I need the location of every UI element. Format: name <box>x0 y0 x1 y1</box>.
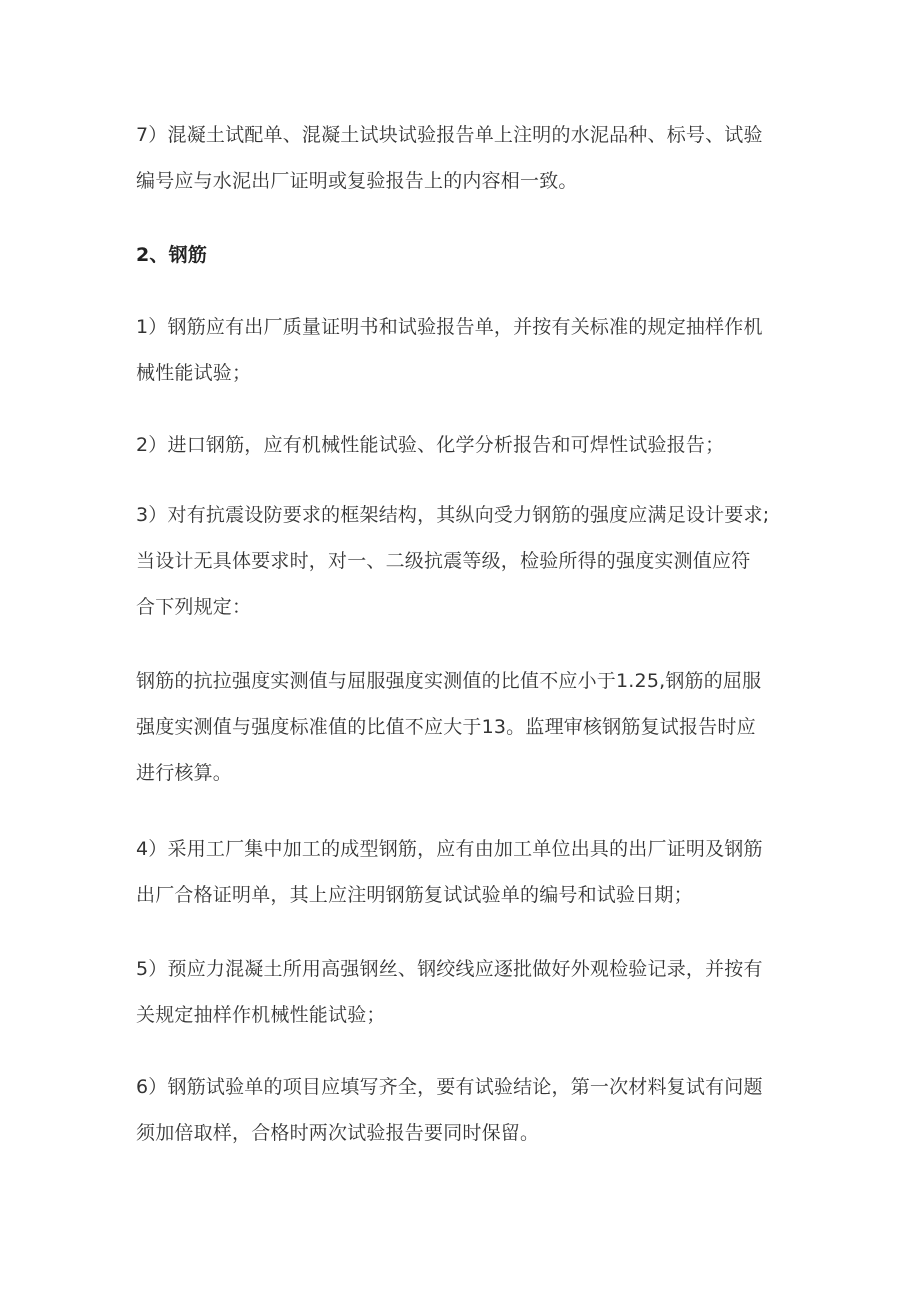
paragraph-line: 3）对有抗震设防要求的框架结构，其纵向受力钢筋的强度应满足设计要求; <box>136 504 770 526</box>
paragraph-line: 须加倍取样，合格时两次试验报告要同时保留。 <box>136 1122 540 1144</box>
paragraph-cement-item-7 <box>136 112 796 204</box>
paragraph-line: 强度实测值与强度标准值的比值不应大于13。监理审核钢筋复试报告时应 <box>136 716 756 738</box>
paragraph-line: 5）预应力混凝土所用高强钢丝、钢绞线应逐批做好外观检验记录，并按有 <box>136 958 763 980</box>
heading-text: 2、钢筋 <box>136 244 208 266</box>
paragraph-rebar-item-6 <box>136 1064 796 1156</box>
paragraph-line: 械性能试验； <box>136 362 252 384</box>
paragraph-line: 2）进口钢筋，应有机械性能试验、化学分析报告和可焊性试验报告； <box>136 434 725 456</box>
paragraph-rebar-item-2 <box>136 422 796 468</box>
paragraph-rebar-item-4 <box>136 826 796 918</box>
paragraph-rebar-item-3 <box>136 492 796 630</box>
paragraph-line: 进行核算。 <box>136 762 233 784</box>
paragraph-line: 合下列规定： <box>136 596 252 618</box>
paragraph-line: 7）混凝土试配单、混凝土试块试验报告单上注明的水泥品种、标号、试验 <box>136 124 763 146</box>
paragraph-line: 当设计无具体要求时，对一、二级抗震等级，检验所得的强度实测值应符 <box>136 550 751 572</box>
paragraph-rebar-item-1 <box>136 304 796 396</box>
paragraph-line: 4）采用工厂集中加工的成型钢筋，应有由加工单位出具的出厂证明及钢筋 <box>136 838 763 860</box>
paragraph-line: 钢筋的抗拉强度实测值与屈服强度实测值的比值不应小于1.25,钢筋的屈服 <box>136 670 762 692</box>
paragraph-line: 关规定抽样作机械性能试验； <box>136 1004 386 1026</box>
paragraph-rebar-item-3-detail <box>136 658 796 796</box>
paragraph-rebar-item-5 <box>136 946 796 1038</box>
paragraph-line: 1）钢筋应有出厂质量证明书和试验报告单，并按有关标准的规定抽样作机 <box>136 316 763 338</box>
paragraph-line: 出厂合格证明单，其上应注明钢筋复试试验单的编号和试验日期； <box>136 884 693 906</box>
paragraph-line: 6）钢筋试验单的项目应填写齐全，要有试验结论，第一次材料复试有问题 <box>136 1076 763 1098</box>
paragraph-line: 编号应与水泥出厂证明或复验报告上的内容相一致。 <box>136 170 578 192</box>
section-heading-rebar <box>136 232 796 278</box>
